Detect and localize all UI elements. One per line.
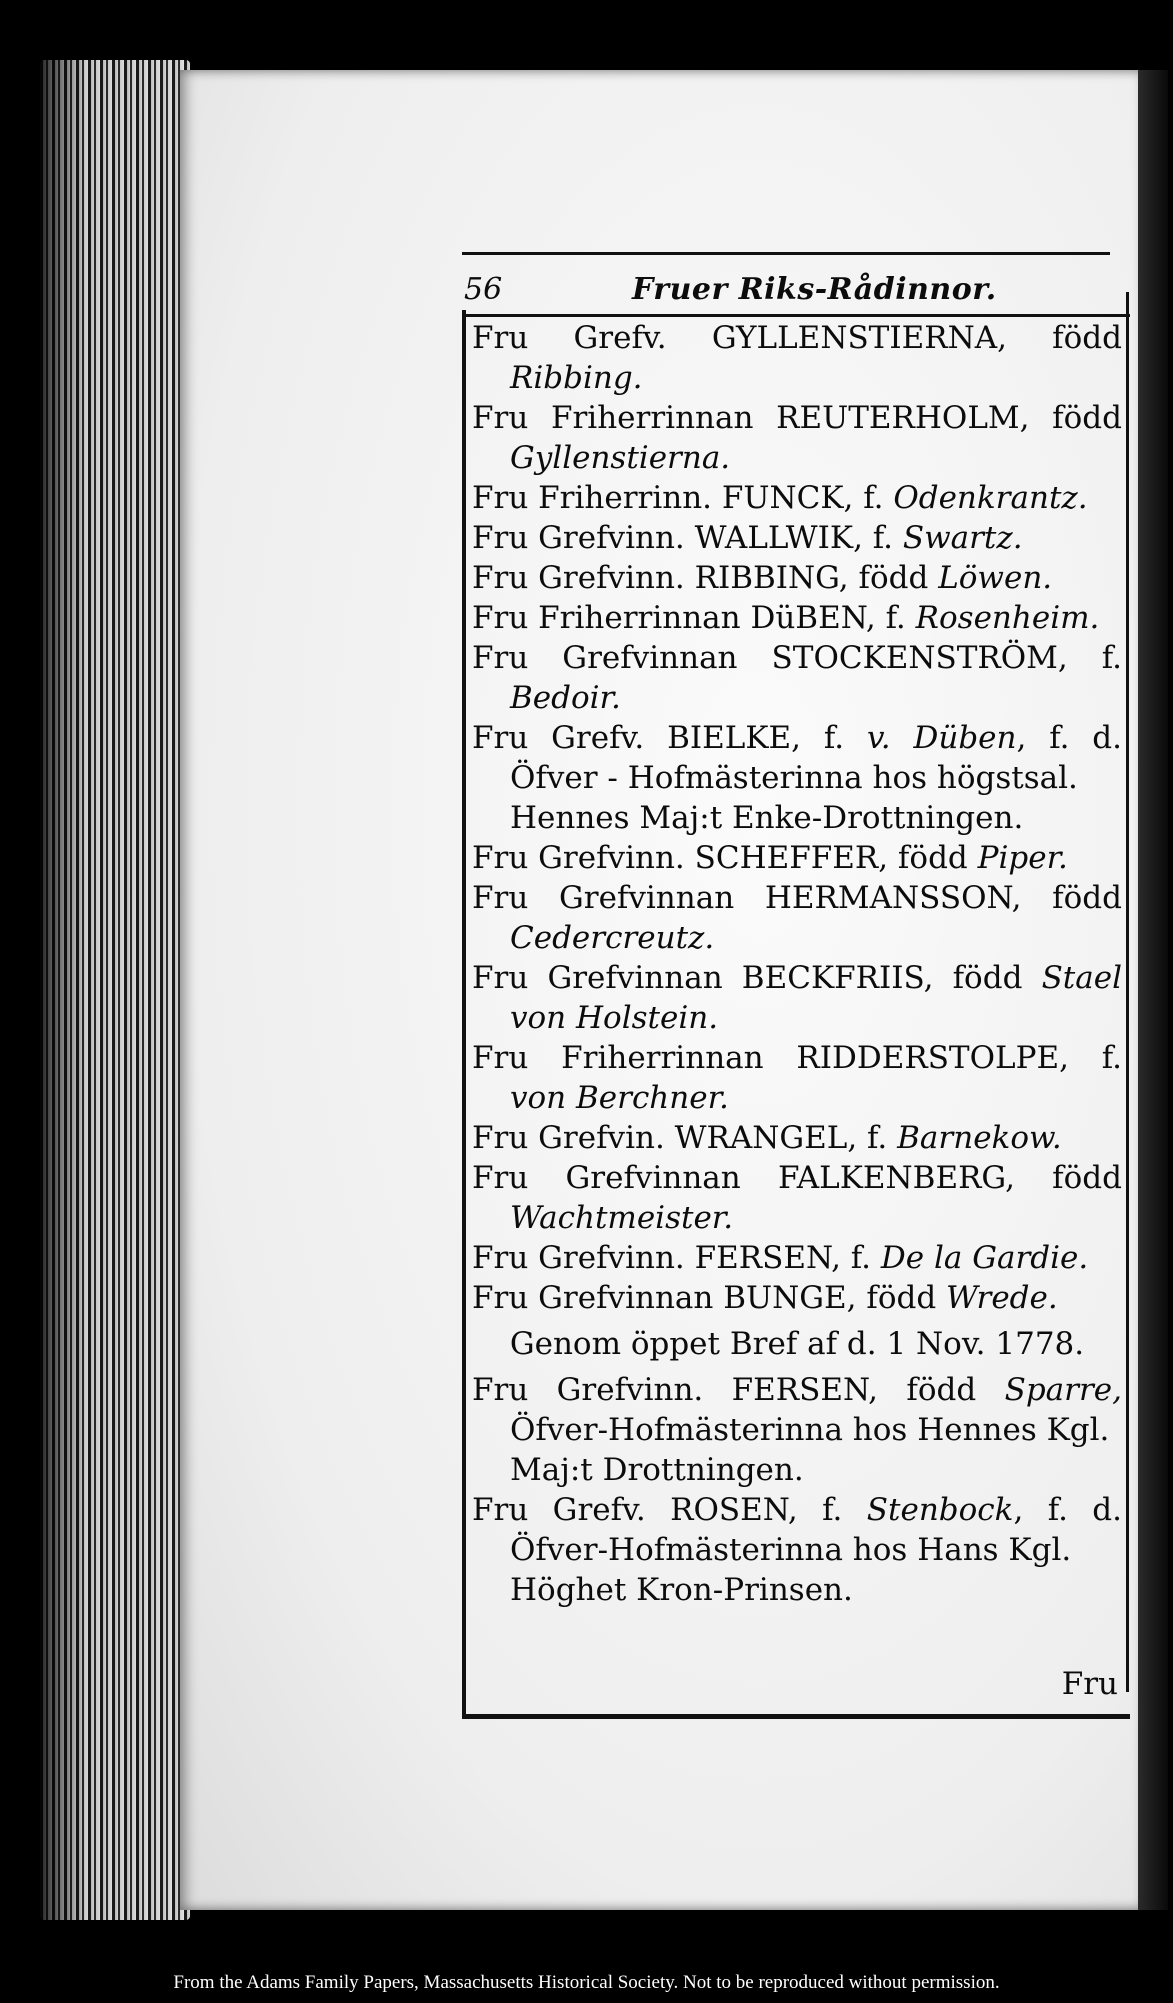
maiden-name-text: v. Düben (866, 720, 1017, 756)
entry-line (472, 398, 1122, 438)
entry-continuation-line (472, 798, 1122, 838)
entry-line (472, 1158, 1122, 1198)
name-text: Öfver-Hofmästerinna hos Hans Kgl. (510, 1532, 1072, 1568)
name-text: Fru Grefvinnan STOCKENSTRÖM, f. (472, 640, 1122, 676)
entry-line (472, 1370, 1122, 1410)
maiden-name-text: Sparre, (1004, 1372, 1122, 1408)
list-entry (472, 518, 1122, 558)
maiden-name-text: Stenbock (866, 1492, 1014, 1528)
maiden-name-text: Cedercreutz. (510, 920, 715, 956)
entry-continuation-line (472, 1410, 1122, 1450)
entry-line (472, 1278, 1122, 1318)
maiden-name-text: Wrede. (946, 1280, 1058, 1316)
right-border-rule (1126, 292, 1129, 1692)
maiden-name-text: Odenkrantz. (893, 480, 1088, 516)
name-text: Fru Grefvinn. WALLWIK, f. (472, 520, 903, 556)
name-text: Fru Grefvin. WRANGEL, f. (472, 1120, 898, 1156)
entry-continuation-line (472, 1450, 1122, 1490)
list-entry (472, 1278, 1122, 1318)
name-text: Fru Grefvinn. FERSEN, f. (472, 1240, 881, 1276)
name-text: Höghet Kron-Prinsen. (510, 1572, 853, 1608)
maiden-name-text: Stael (1041, 960, 1122, 996)
name-text: Fru Grefvinnan BECKFRIIS, född (472, 960, 1042, 996)
name-text: Fru Grefvinn. FERSEN, född (472, 1372, 1005, 1408)
list-entry (472, 318, 1122, 398)
entry-line (472, 1490, 1122, 1530)
entry-continuation-line (472, 1530, 1122, 1570)
name-text: Fru Friherrinnan REUTERHOLM, född (472, 400, 1122, 436)
maiden-name-text: Wachtmeister. (510, 1200, 734, 1236)
print-block (462, 252, 1130, 1722)
entry-continuation-line (472, 1570, 1122, 1610)
list-entry (472, 1238, 1122, 1278)
entry-continuation-line (472, 1198, 1122, 1238)
entry-line (472, 1118, 1122, 1158)
name-text: Hennes Maj:t Enke-Drottningen. (510, 800, 1024, 836)
page-header (462, 272, 1130, 314)
maiden-name-text: Gyllenstierna. (510, 440, 731, 476)
list-entry (472, 838, 1122, 878)
book-page-edges (40, 60, 190, 1920)
maiden-name-text: De la Gardie. (880, 1240, 1089, 1276)
entry-line (472, 518, 1122, 558)
bottom-rule (462, 1714, 1130, 1719)
list-entry (472, 558, 1122, 598)
footer-caption: From the Adams Family Papers, Massachusetts Historical Society. Not to be reproduced without permission. (173, 1972, 1000, 1993)
entry-line (472, 558, 1122, 598)
book-right-edge (1138, 70, 1168, 1910)
list-entry (472, 598, 1122, 638)
entry-line (472, 1238, 1122, 1278)
list-entry (472, 1038, 1122, 1118)
entry-continuation-line (472, 998, 1122, 1038)
maiden-name-text: Barnekow. (897, 1120, 1062, 1156)
maiden-name-text: Piper. (977, 840, 1068, 876)
maiden-name-text: Bedoir. (510, 680, 621, 716)
running-head: Fruer Riks-Rådinnor. (632, 272, 997, 307)
list-entry (472, 638, 1122, 718)
name-text: Öfver-Hofmästerinna hos Hennes Kgl. (510, 1412, 1110, 1448)
maiden-name-text: Ribbing. (510, 360, 643, 396)
name-text: Fru Grefvinnan FALKENBERG, född (472, 1160, 1122, 1196)
name-text: Fru Grefvinnan HERMANSSON, född (472, 880, 1122, 916)
maiden-name-text: Swartz. (902, 520, 1023, 556)
entries-after (472, 1370, 1122, 1610)
name-text: Fru Grefv. GYLLENSTIERNA, född (472, 320, 1122, 356)
name-text: Fru Friherrinnan RIDDERSTOLPE, f. (472, 1040, 1122, 1076)
name-text: Fru Grefv. ROSEN, f. (472, 1492, 867, 1528)
maiden-name-text: von Holstein. (510, 1000, 719, 1036)
entry-continuation-line (472, 1078, 1122, 1118)
catchword: Fru (1061, 1666, 1118, 1702)
list-entry (472, 1118, 1122, 1158)
list-entry (472, 958, 1122, 1038)
name-text: Fru Grefv. BIELKE, f. (472, 720, 867, 756)
entry-line (472, 318, 1122, 358)
list-entry (472, 478, 1122, 518)
top-rule (462, 252, 1110, 255)
entry-line (472, 478, 1122, 518)
name-text: Öfver - Hofmästerinna hos högstsal. (510, 760, 1078, 796)
entry-continuation-line (472, 758, 1122, 798)
list-entry (472, 1370, 1122, 1490)
entry-line (472, 638, 1122, 678)
list-entry (472, 398, 1122, 478)
maiden-name-text: Rosenheim. (915, 600, 1100, 636)
entry-line (472, 878, 1122, 918)
entry-line (472, 598, 1122, 638)
name-text: Fru Grefvinn. RIBBING, född (472, 560, 939, 596)
list-entry (472, 878, 1122, 958)
entry-continuation-line (472, 918, 1122, 958)
name-text: Maj:t Drottningen. (510, 1452, 804, 1488)
entry-continuation-line (472, 358, 1122, 398)
entry-continuation-line (472, 438, 1122, 478)
entry-continuation-line (472, 678, 1122, 718)
list-entry (472, 1490, 1122, 1610)
name-text: Fru Grefvinnan BUNGE, född (472, 1280, 947, 1316)
list-entry (472, 1158, 1122, 1238)
subheading: Genom öppet Bref af d. 1 Nov. 1778. (509, 1326, 1085, 1362)
page-number: 56 (464, 272, 503, 307)
entry-line (472, 838, 1122, 878)
entry-line (472, 1038, 1122, 1078)
header-rule (462, 314, 1130, 317)
name-text: , f. d. (1013, 1492, 1123, 1528)
maiden-name-text: Löwen. (938, 560, 1053, 596)
name-text: Fru Friherrinn. FUNCK, f. (472, 480, 894, 516)
entries-list (472, 318, 1122, 1610)
maiden-name-text: von Berchner. (510, 1080, 729, 1116)
entry-line (472, 958, 1122, 998)
name-text: , f. d. (1016, 720, 1122, 756)
left-border-rule (462, 310, 466, 1715)
entry-line (472, 718, 1122, 758)
name-text: Fru Grefvinn. SCHEFFER, född (472, 840, 978, 876)
list-entry (472, 718, 1122, 838)
entries-before (472, 318, 1122, 1318)
name-text: Fru Friherrinnan DüBEN, f. (472, 600, 916, 636)
